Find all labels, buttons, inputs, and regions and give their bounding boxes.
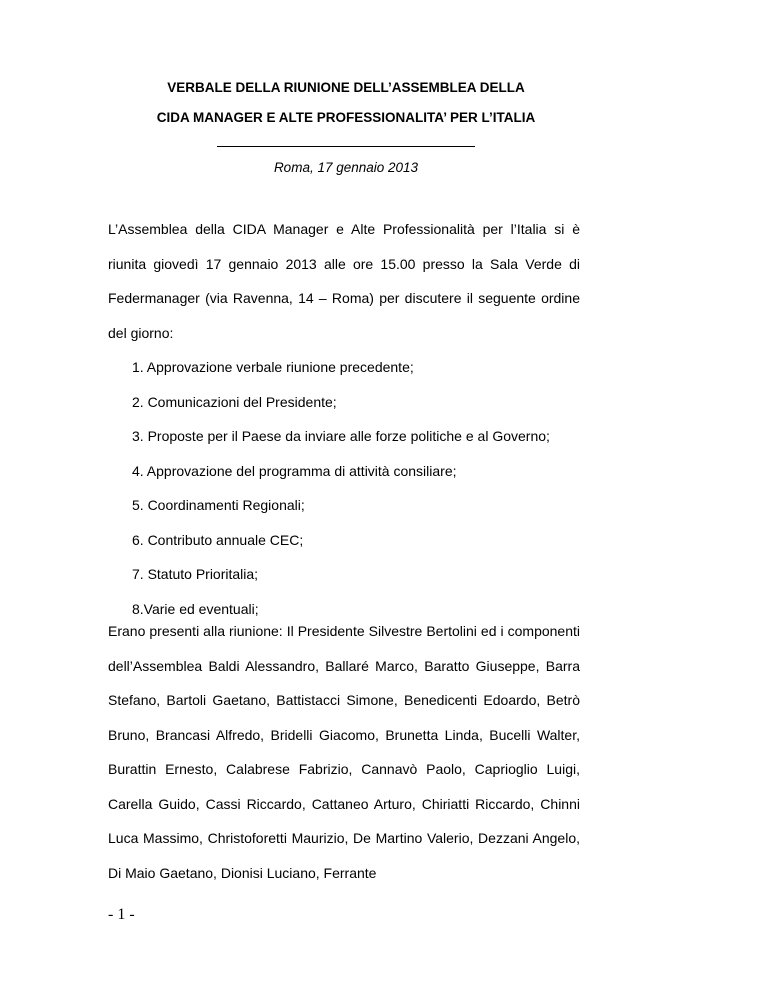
- title-underline-rule: [217, 146, 475, 147]
- document-title-line-1: VERBALE DELLA RIUNIONE DELL’ASSEMBLEA DELLA: [167, 80, 525, 95]
- agenda-item: 8.Varie ed eventuali;: [132, 600, 259, 617]
- agenda-item: 3. Proposte per il Paese da inviare alle forze politiche e al Governo;: [132, 428, 550, 444]
- document-title-line-2: CIDA MANAGER E ALTE PROFESSIONALITA’ PER L’ITALIA: [156, 110, 536, 125]
- document-date: [0, 160, 768, 175]
- agenda-item: 4. Approvazione del programma di attività consiliare;: [132, 462, 457, 479]
- document-date-text: Roma, 17 gennaio 2013: [273, 160, 419, 175]
- attendees-paragraph: Erano presenti alla riunione: Il Presidente Silvestre Bertolini ed i componenti dell’Assemblea Baldi Alessandro, Ballaré Marco, Baratto Giuseppe, Barra Stefano, Bartoli Gaetano, Battistacci Simone, Benedicenti Edoardo, Betrò Bruno, Brancasi Alfredo, Bridelli Giacomo, Brunetta Linda, Bucelli Walter, Burattin Ernesto, Calabrese Fabrizio, Cannavò Paolo, Caprioglio Luigi, Carella Guido, Cassi Riccardo, Cattaneo Arturo, Chiriatti Riccardo, Chinni Luca Massimo, Christoforetti Maurizio, De Martino Valerio, Dezzani Angelo, Di Maio Gaetano, Dionisi Luciano, Ferrante: [108, 623, 580, 881]
- agenda-item: 2. Comunicazioni del Presidente;: [132, 393, 337, 410]
- agenda-item: 1. Approvazione verbale riunione precedente;: [132, 359, 414, 375]
- agenda-list: [132, 350, 550, 626]
- page-number: - 1 -: [108, 906, 135, 923]
- agenda-item: 5. Coordinamenti Regionali;: [132, 497, 305, 513]
- intro-paragraph: L’Assemblea della CIDA Manager e Alte Professionalità per l’Italia si è riunita giovedì 17 gennaio 2013 alle ore 15.00 presso la Sala Verde di Federmanager (via Ravenna, 14 – Roma) per discutere il seguente ordine del giorno:: [108, 221, 580, 341]
- agenda-item: 6. Contributo annuale CEC;: [132, 531, 304, 548]
- agenda-item: 7. Statuto Prioritalia;: [132, 566, 259, 582]
